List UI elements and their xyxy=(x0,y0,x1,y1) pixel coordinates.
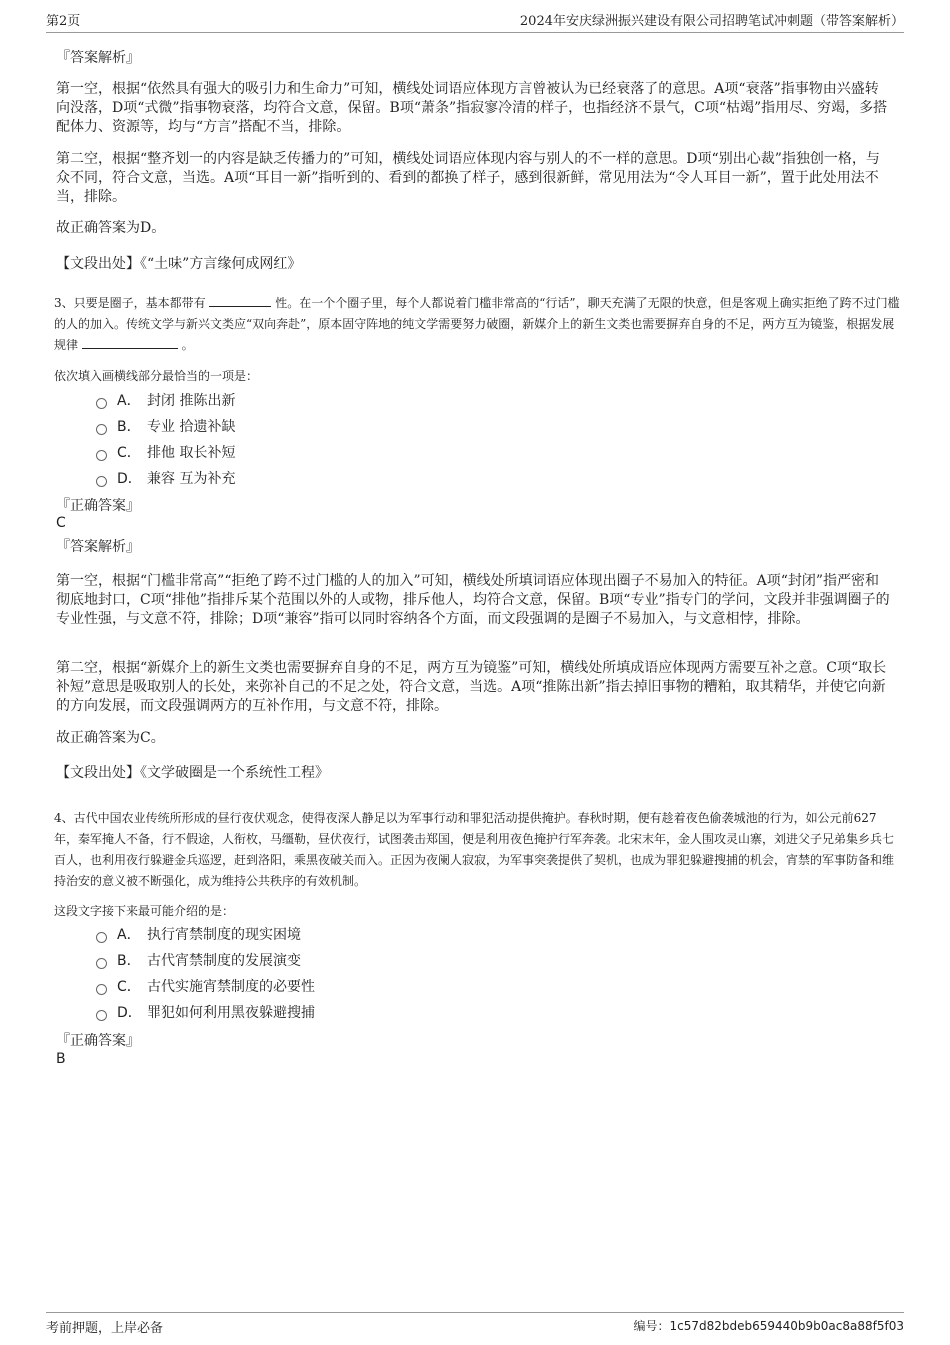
radio-icon[interactable] xyxy=(96,398,107,409)
q2-analysis-paragraph-1: 第一空，根据“依然具有强大的吸引力和生命力”可知，横线处词语应体现方言曾被认为已经衰落了的意思。A项“衰落”指事物由兴盛转向没落，D项“式微”指事物衰落，均符合文意，保留。B项“萧条”指寂寥冷清的样子，也指经济不景气，C项“枯竭”指用尽、穷竭，多搭配体力、资源等，均与“方言”搭配不当，排除。 xyxy=(56,81,888,135)
q4-option-b[interactable]: B． 古代宵禁制度的发展演变 xyxy=(96,948,315,974)
q3-prompt: 依次填入画横线部分最恰当的一项是： xyxy=(54,369,259,383)
q3-options xyxy=(96,388,235,492)
q3-conclusion: 故正确答案为C。 xyxy=(56,730,165,746)
q3-stem-part-b: 性。在一个个圈子里，每个人都说着门槛非常高的“行话”，聊天充满了无限的快意，但是客观上确实拒绝了跨不过门槛的人的加入。传统文学与新兴文类应“双向奔赴”，原本固守阵地的纯文学需要努力破圈，新媒介上的新生文类也需要摒弃自身的不足，两方互为镜鉴，根据发展规律 xyxy=(54,296,900,352)
radio-icon[interactable] xyxy=(96,984,107,995)
page-header xyxy=(46,8,904,33)
q4-correct-label: 『正确答案』 xyxy=(56,1033,140,1049)
q4-correct-answer: B xyxy=(56,1051,66,1067)
q3-source: 【文段出处】《文学破圈是一个系统性工程》 xyxy=(56,765,329,781)
document-title: 2024年安庆绿洲振兴建设有限公司招聘笔试冲刺题（带答案解析） xyxy=(519,14,904,29)
q3-analysis-label: 『答案解析』 xyxy=(56,539,140,555)
q2-source: 【文段出处】《“土味”方言缘何成网红》 xyxy=(56,256,302,272)
q2-analysis-paragraph-2: 第二空，根据“整齐划一的内容是缺乏传播力的”可知，横线处词语应体现内容与别人的不一样的意思。D项“别出心裁”指独创一格，与众不同，符合文意，当选。A项“耳目一新”指听到的、看到的都换了样子，感到很新鲜，常见用法为“令人耳目一新”，置于此处用法不当，排除。 xyxy=(56,151,880,205)
q3-option-c[interactable]: C． 排他 取长补短 xyxy=(96,440,235,466)
radio-icon[interactable] xyxy=(96,450,107,461)
q4-option-d[interactable]: D． 罪犯如何利用黑夜躲避搜捕 xyxy=(96,1000,315,1026)
q3-option-a[interactable]: A． 封闭 推陈出新 xyxy=(96,388,235,414)
q3-correct-answer: C xyxy=(56,515,66,531)
q4-option-c[interactable]: C． 古代实施宵禁制度的必要性 xyxy=(96,974,315,1000)
q2-conclusion: 故正确答案为D。 xyxy=(56,220,166,236)
q3-correct-label: 『正确答案』 xyxy=(56,498,140,514)
page-number: 第2页 xyxy=(46,14,81,29)
q3-blank-1 xyxy=(209,295,271,307)
q4-prompt: 这段文字接下来最可能介绍的是： xyxy=(54,904,235,918)
q3-stem-part-c: 。 xyxy=(181,338,194,352)
radio-icon[interactable] xyxy=(96,476,107,487)
radio-icon[interactable] xyxy=(96,424,107,435)
q3-option-d[interactable]: D． 兼容 互为补充 xyxy=(96,466,235,492)
q3-stem-part-a: 3、只要是圈子，基本都带有 xyxy=(54,296,206,310)
radio-icon[interactable] xyxy=(96,1010,107,1021)
radio-icon[interactable] xyxy=(96,932,107,943)
footer-serial: 编号：1c57d82bdeb659440b9b0ac8a88f5f03 xyxy=(633,1319,904,1333)
q3-stem xyxy=(54,293,900,356)
q4-option-a[interactable]: A． 执行宵禁制度的现实困境 xyxy=(96,922,315,948)
q3-blank-2 xyxy=(82,337,178,349)
q3-analysis-paragraph-1: 第一空，根据“门槛非常高”“拒绝了跨不过门槛的人的加入”可知，横线处所填词语应体现出圈子不易加入的特征。A项“封闭”指严密和彻底地封口，C项“排他”指排斥某个范围以外的人或物，排斥他人，均符合文意，保留。B项“专业”指专门的学问，文段并非强调圈子的专业性强，与文意不符，排除；D项“兼容”指可以同时容纳各个方面，而文段强调的是圈子不易加入，与文意相悖，排除。 xyxy=(56,573,890,627)
radio-icon[interactable] xyxy=(96,958,107,969)
footer-slogan: 考前押题，上岸必备 xyxy=(46,1321,164,1336)
q3-analysis-paragraph-2: 第二空，根据“新媒介上的新生文类也需要摒弃自身的不足，两方互为镜鉴”可知，横线处所填成语应体现两方需要互补之意。C项“取长补短”意思是吸取别人的长处，来弥补自己的不足之处，符合文意，当选。A项“推陈出新”指去掉旧事物的糟粕，取其精华，并使它向新的方向发展，而文段强调两方的互补作用，与文意不符，排除。 xyxy=(56,660,887,714)
page-footer xyxy=(46,1312,904,1337)
q4-options xyxy=(96,922,315,1026)
q4-stem: 4、古代中国农业传统所形成的昼行夜伏观念，使得夜深人静足以为军事行动和罪犯活动提供掩护。春秋时期，便有趁着夜色偷袭城池的行为，如公元前627年，秦军掩人不备，行不假途，人衔枚，马缰勒，昼伏夜行，试图袭击郑国，便是利用夜色掩护行军奔袭。北宋末年，金人围攻灵山寨，刘进父子兄弟集乡兵七百人，也利用夜行躲避金兵巡逻，赶到洛阳，乘黑夜破关而入。正因为夜阑人寂寂，为军事突袭提供了契机，也成为罪犯躲避搜捕的机会，宵禁的军事防备和维持治安的意义被不断强化，成为维持公共秩序的有效机制。 xyxy=(54,811,895,888)
q3-option-b[interactable]: B． 专业 拾遗补缺 xyxy=(96,414,235,440)
q2-analysis-label: 『答案解析』 xyxy=(56,50,140,66)
